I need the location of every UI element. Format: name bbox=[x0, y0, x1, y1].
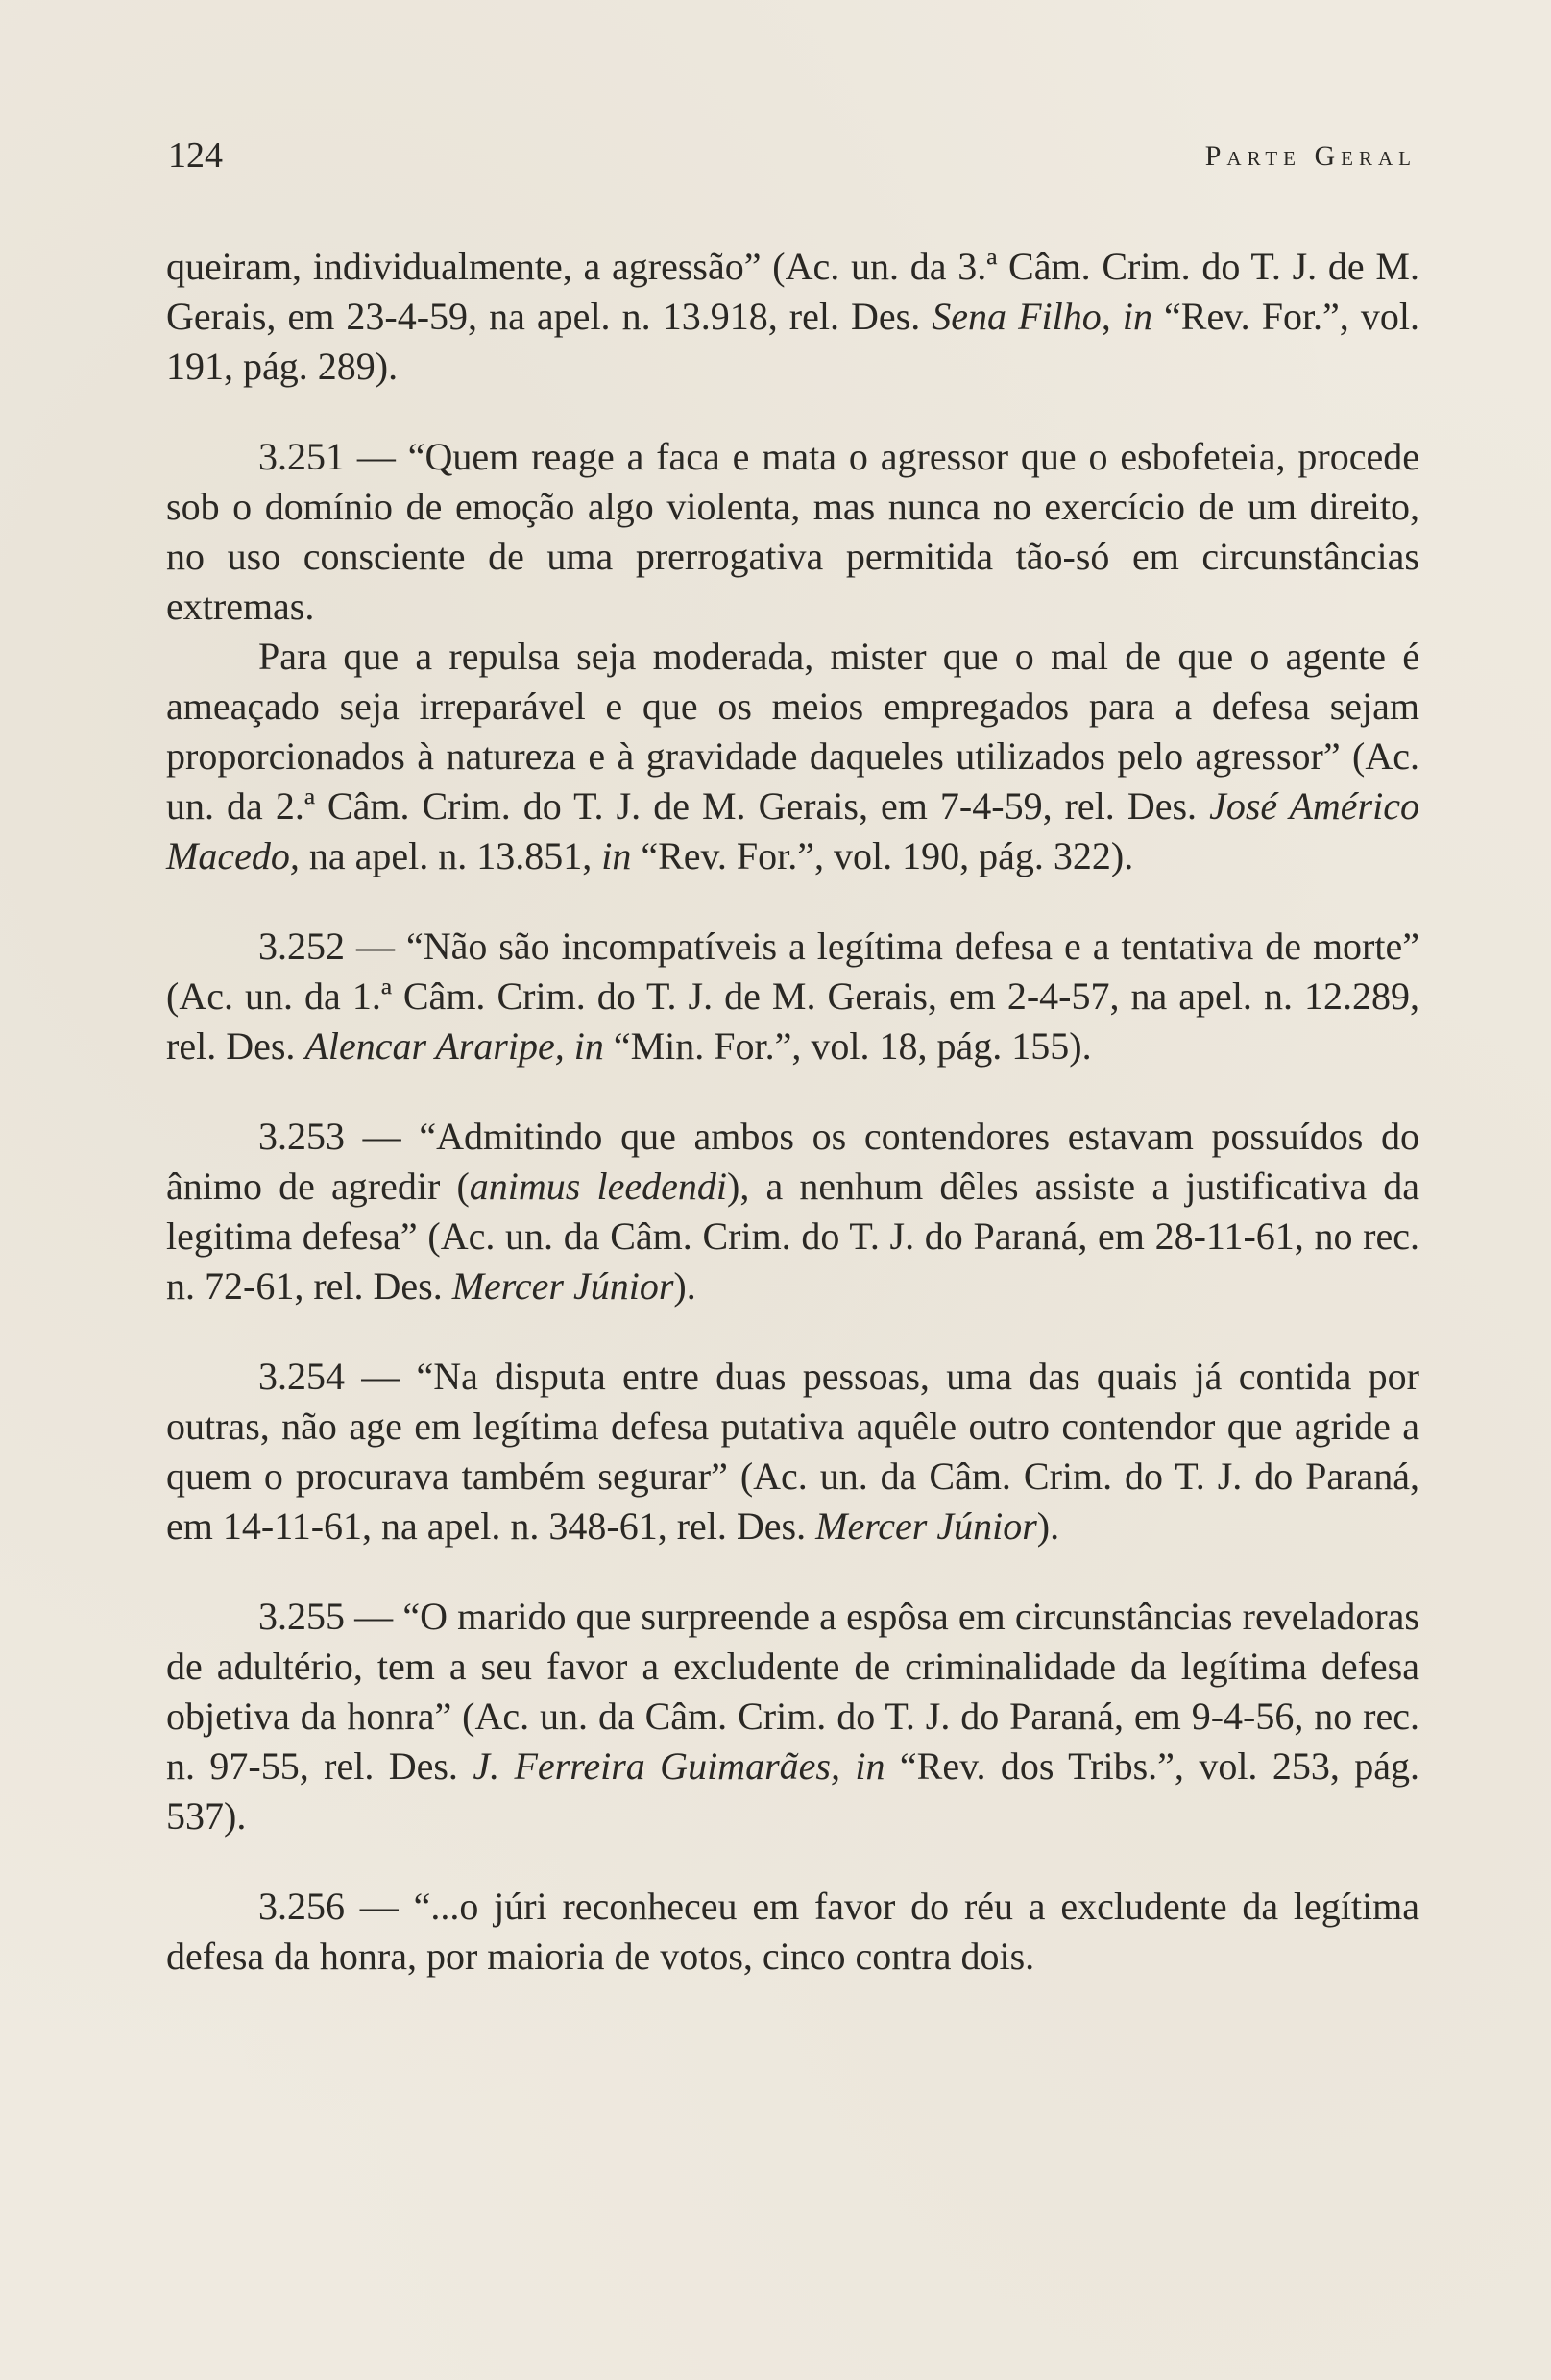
page-header bbox=[168, 134, 1417, 192]
text-segment: ). bbox=[1036, 1504, 1060, 1548]
text-segment: “Rev. For.”, vol. 190, pág. 322). bbox=[631, 834, 1134, 877]
text-segment: “Rev. For.”, vol. 191, pág. 289). bbox=[166, 295, 1419, 388]
body-text bbox=[166, 242, 1419, 1982]
italic-segment: J. Ferreira Guimarães, in bbox=[473, 1744, 885, 1788]
italic-segment: in bbox=[601, 834, 632, 877]
text-segment: 3.253 — “Admitindo que ambos os contendores estavam possuídos do ânimo de agredir ( bbox=[166, 1115, 1419, 1208]
italic-segment: Alencar Araripe, in bbox=[304, 1024, 604, 1068]
text-segment: na apel. n. 13.851, bbox=[299, 834, 602, 877]
paragraph-3256 bbox=[166, 1882, 1419, 1982]
paragraph-3252 bbox=[166, 922, 1419, 1071]
paragraph-3254 bbox=[166, 1352, 1419, 1551]
text-segment: “Rev. dos Tribs.”, vol. 253, pág. 537). bbox=[166, 1744, 1419, 1838]
text-segment: ). bbox=[673, 1264, 696, 1308]
text-segment: “Min. For.”, vol. 18, pág. 155). bbox=[603, 1024, 1092, 1068]
text-segment: 3.255 — “O marido que surpreende a espôsa em circunstâncias reveladoras de adultério, tem a seu favor a excludente de criminalidade da legítima defesa objetiva da honra” (Ac. un. da Câm. Crim. do T. J. do Paraná, em 9-4-56, no rec. n. 97-55, rel. Des. bbox=[166, 1595, 1419, 1788]
paragraph-3253 bbox=[166, 1112, 1419, 1311]
text-segment: queiram, individualmente, a agressão” (Ac. un. da 3.ª Câm. Crim. do T. J. de M. Gerais, em 23-4-59, na apel. n. 13.918, rel. Des. bbox=[166, 245, 1419, 338]
text-segment: 3.251 — “Quem reage a faca e mata o agressor que o esbofeteia, procede sob o domínio de emoção algo violenta, mas nunca no exercício de um direito, no uso consciente de uma prerrogativa permitida tão-só em circunstâncias extremas. bbox=[166, 435, 1419, 628]
paragraph-3255 bbox=[166, 1592, 1419, 1841]
paragraph-continuation bbox=[166, 242, 1419, 392]
text-segment: 3.256 — “...o júri reconheceu em favor do réu a excludente da legítima defesa da honra, por maioria de votos, cinco contra dois. bbox=[166, 1885, 1419, 1978]
running-head: Parte Geral bbox=[1204, 140, 1417, 172]
italic-segment: Mercer Júnior bbox=[815, 1504, 1037, 1548]
page-number: 124 bbox=[168, 135, 223, 176]
italic-segment: Sena Filho, in bbox=[932, 295, 1152, 338]
paragraph-3251-cont bbox=[166, 632, 1419, 881]
italic-segment: Mercer Júnior bbox=[451, 1264, 674, 1308]
text-segment: 3.254 — “Na disputa entre duas pessoas, uma das quais já contida por outras, não age em legítima defesa putativa aquêle outro contendor que agride a quem o procurava também segurar” (Ac. un. da Câm. Crim. do T. J. do Paraná, em 14-11-61, na apel. n. 348-61, rel. Des. bbox=[166, 1355, 1419, 1548]
paragraph-3251 bbox=[166, 432, 1419, 632]
text-segment: ), a nenhum dêles assiste a justificativa da legitima defesa” (Ac. un. da Câm. Crim. do T. J. do Paraná, em 28-11-61, no rec. n. 72-61, rel. Des. bbox=[166, 1165, 1419, 1308]
text-segment: 3.252 — “Não são incompatíveis a legítima defesa e a tentativa de morte” (Ac. un. da 1.ª Câm. Crim. do T. J. de M. Gerais, em 2-4-57, na apel. n. 12.289, rel. Des. bbox=[166, 925, 1419, 1068]
italic-segment: animus leedendi bbox=[469, 1165, 727, 1208]
italic-segment: José Américo Macedo, bbox=[166, 784, 1419, 877]
text-segment: Para que a repulsa seja moderada, mister que o mal de que o agente é ameaçado seja irreparável e que os meios empregados para a defesa sejam proporcionados à natureza e à gravidade daqueles utilizados pelo agressor” (Ac. un. da 2.ª Câm. Crim. do T. J. de M. Gerais, em 7-4-59, rel. Des. bbox=[166, 635, 1419, 828]
